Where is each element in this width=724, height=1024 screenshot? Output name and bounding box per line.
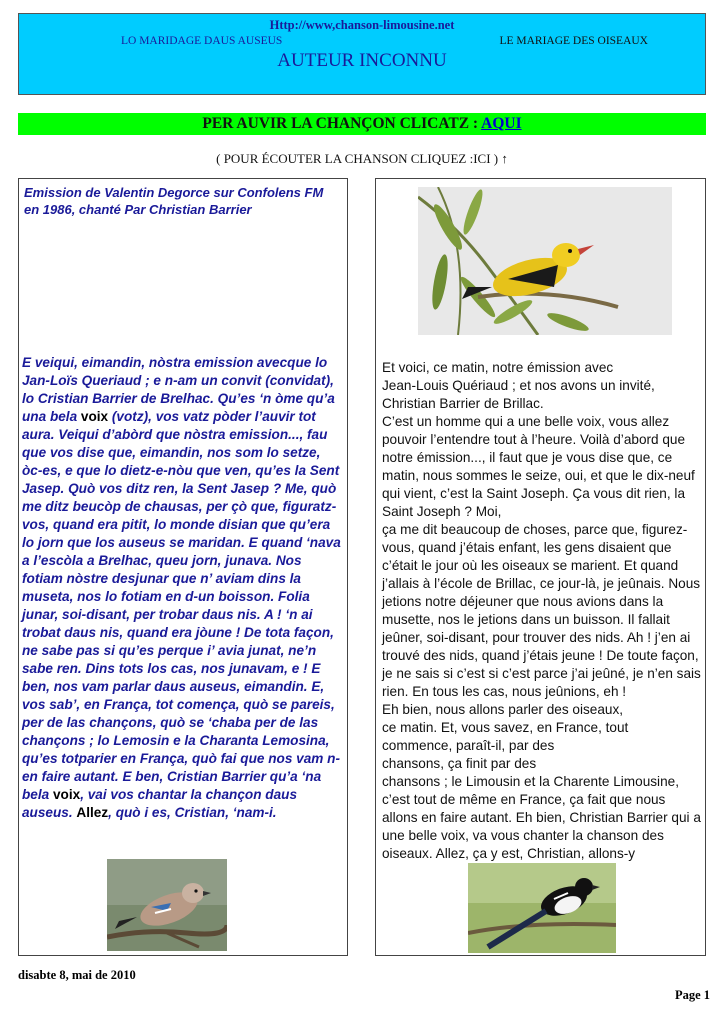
- occitan-text-3: , vai vos chantar la chançon daus auseus.: [22, 787, 298, 820]
- footer-date: disabte 8, mai de 2010: [18, 968, 136, 982]
- author: AUTEUR INCONNU: [277, 50, 447, 71]
- french-column: [375, 178, 706, 956]
- occitan-text-4: , quò i es, Cristian, ‘nam-i.: [108, 805, 277, 820]
- site-url[interactable]: Http://www,chanson-limousine.net: [269, 18, 455, 32]
- occitan-body: [22, 354, 344, 822]
- allez-word: Allez: [76, 805, 109, 820]
- voix-word-1: voix: [80, 409, 109, 424]
- title-french: LE MARIAGE DES OISEAUX: [499, 35, 648, 47]
- occitan-column: [18, 178, 348, 956]
- title-occitan: LO MARIDAGE DAUS AUSEUS: [121, 35, 283, 47]
- magpie-bird-photo: [468, 863, 616, 953]
- occitan-text-1: E veiqui, eimandin, nòstra emission avecque lo Jan-Loïs Queriaud ; e n-am un convit (convidat), lo Cristian Barrier de Brelhac. Qu’es ‘n òme qu’a una bela: [22, 355, 335, 424]
- voix-word-2: voix: [52, 787, 81, 802]
- occitan-text-2: (votz), vos vatz pòder l’auvir tot aura. Veiqui d’abòrd que nòstra emission..., fau que vos dise que, eimandin, nos som lo setze, òc-es, e que lo dietz-e-nòu que ven, qu’es la Sent Jasep. Quò vos ditz ren, la Sent Jasep ? Me, quò me ditz beucòp de chausas, per çò que, figuratz-vos, quand era pitit, lo monde disian que qu’era lo jorn que los auseus se maridan. E quand ‘nava a l’escòla a Brelhac, queu jorn, junava. Nos fotiam nòstre desjunar que n’ aviam dins la museta, nos lo fotiam en d-un boisson. Folia junar, soi-disant, per trobar daus nis. A ! ‘n ai trobat daus nis, quand era jòune ! De tota façon, ne sabe pas si qu’es perque i’ avia junat, ne’n sabe ren. Dins tots los cas, nos junavam, e ! E ben, nos vam parlar daus auseus, eimandin. E, vos sab’, en França, tot comença, quò se pareis, per de las chançons, quò se ‘chaba per de las chançons ; lo Lemosin e la Charanta Lemosina, qu’es totparier en França, quò fai que nos vam n-en faire autant. E ben, Cristian Barrier qu’a ‘na bela: [22, 409, 341, 802]
- jay-bird-photo: [107, 859, 227, 951]
- oriole-bird-photo: [418, 187, 672, 335]
- occitan-intro: Emission de Valentin Degorce sur Confolens FM en 1986, chanté Par Christian Barrier: [24, 185, 324, 217]
- french-body: Et voici, ce matin, notre émission avec Jean-Louis Quériaud ; et nos avons un invité, Christian Barrier de Brillac. C’est un homme qui a une belle voix, vous allez pouvoir l’entendre tout à l’heure. Voilà d’abord que notre émission..., il faut que je vous dise que, ce matin, nous sommes le seize, oui, et que le dix-neuf qui vient, c’est la Saint Joseph. Ça vous dit rien, la Saint Joseph ? Moi, ça me dit beaucoup de choses, parce que, figurez-vous, quand j’étais enfant, les gens disaient que c’était le jour où les oiseaux se marient. Et quand j’allais à l’école de Brillac, ce jour-là, je jeûnais. Nous jetions notre déjeuner que nous avions dans la musette, nos le jetions dans un buisson. Il fallait jeûner, soi-disant, pour trouver des nids. Ah ! j’en ai trouvé des nids, quand j’étais jeune ! De toute façon, je ne sais si c’est si c’est parce j’ai jeûné, je n’en sais rien. En tous les cas, nous jeûnions, eh ! Eh bien, nous allons parler des oiseaux, ce matin. Et, vous savez, en France, tout commence, paraît-il, par des chansons, ça finit par des chansons ; le Limousin et la Charente Limousine, c’est tout de même en France, ça fait que nous allons en faire autant. Eh bien, Christian Barrier qui a une belle voix, va vous chanter la chanson des oiseaux. Allez, ça y est, Christian, allons-y: [382, 360, 701, 861]
- listen-label: PER AUVIR LA CHANÇON CLICATZ :: [202, 115, 482, 132]
- listen-bar: [18, 113, 706, 135]
- listen-note: ( POUR ÉCOUTER LA CHANSON CLIQUEZ :ICI ) ↑: [216, 151, 508, 166]
- listen-link[interactable]: AQUI: [481, 115, 522, 132]
- page-number: Page 1: [674, 988, 710, 1002]
- header-box: [18, 13, 706, 95]
